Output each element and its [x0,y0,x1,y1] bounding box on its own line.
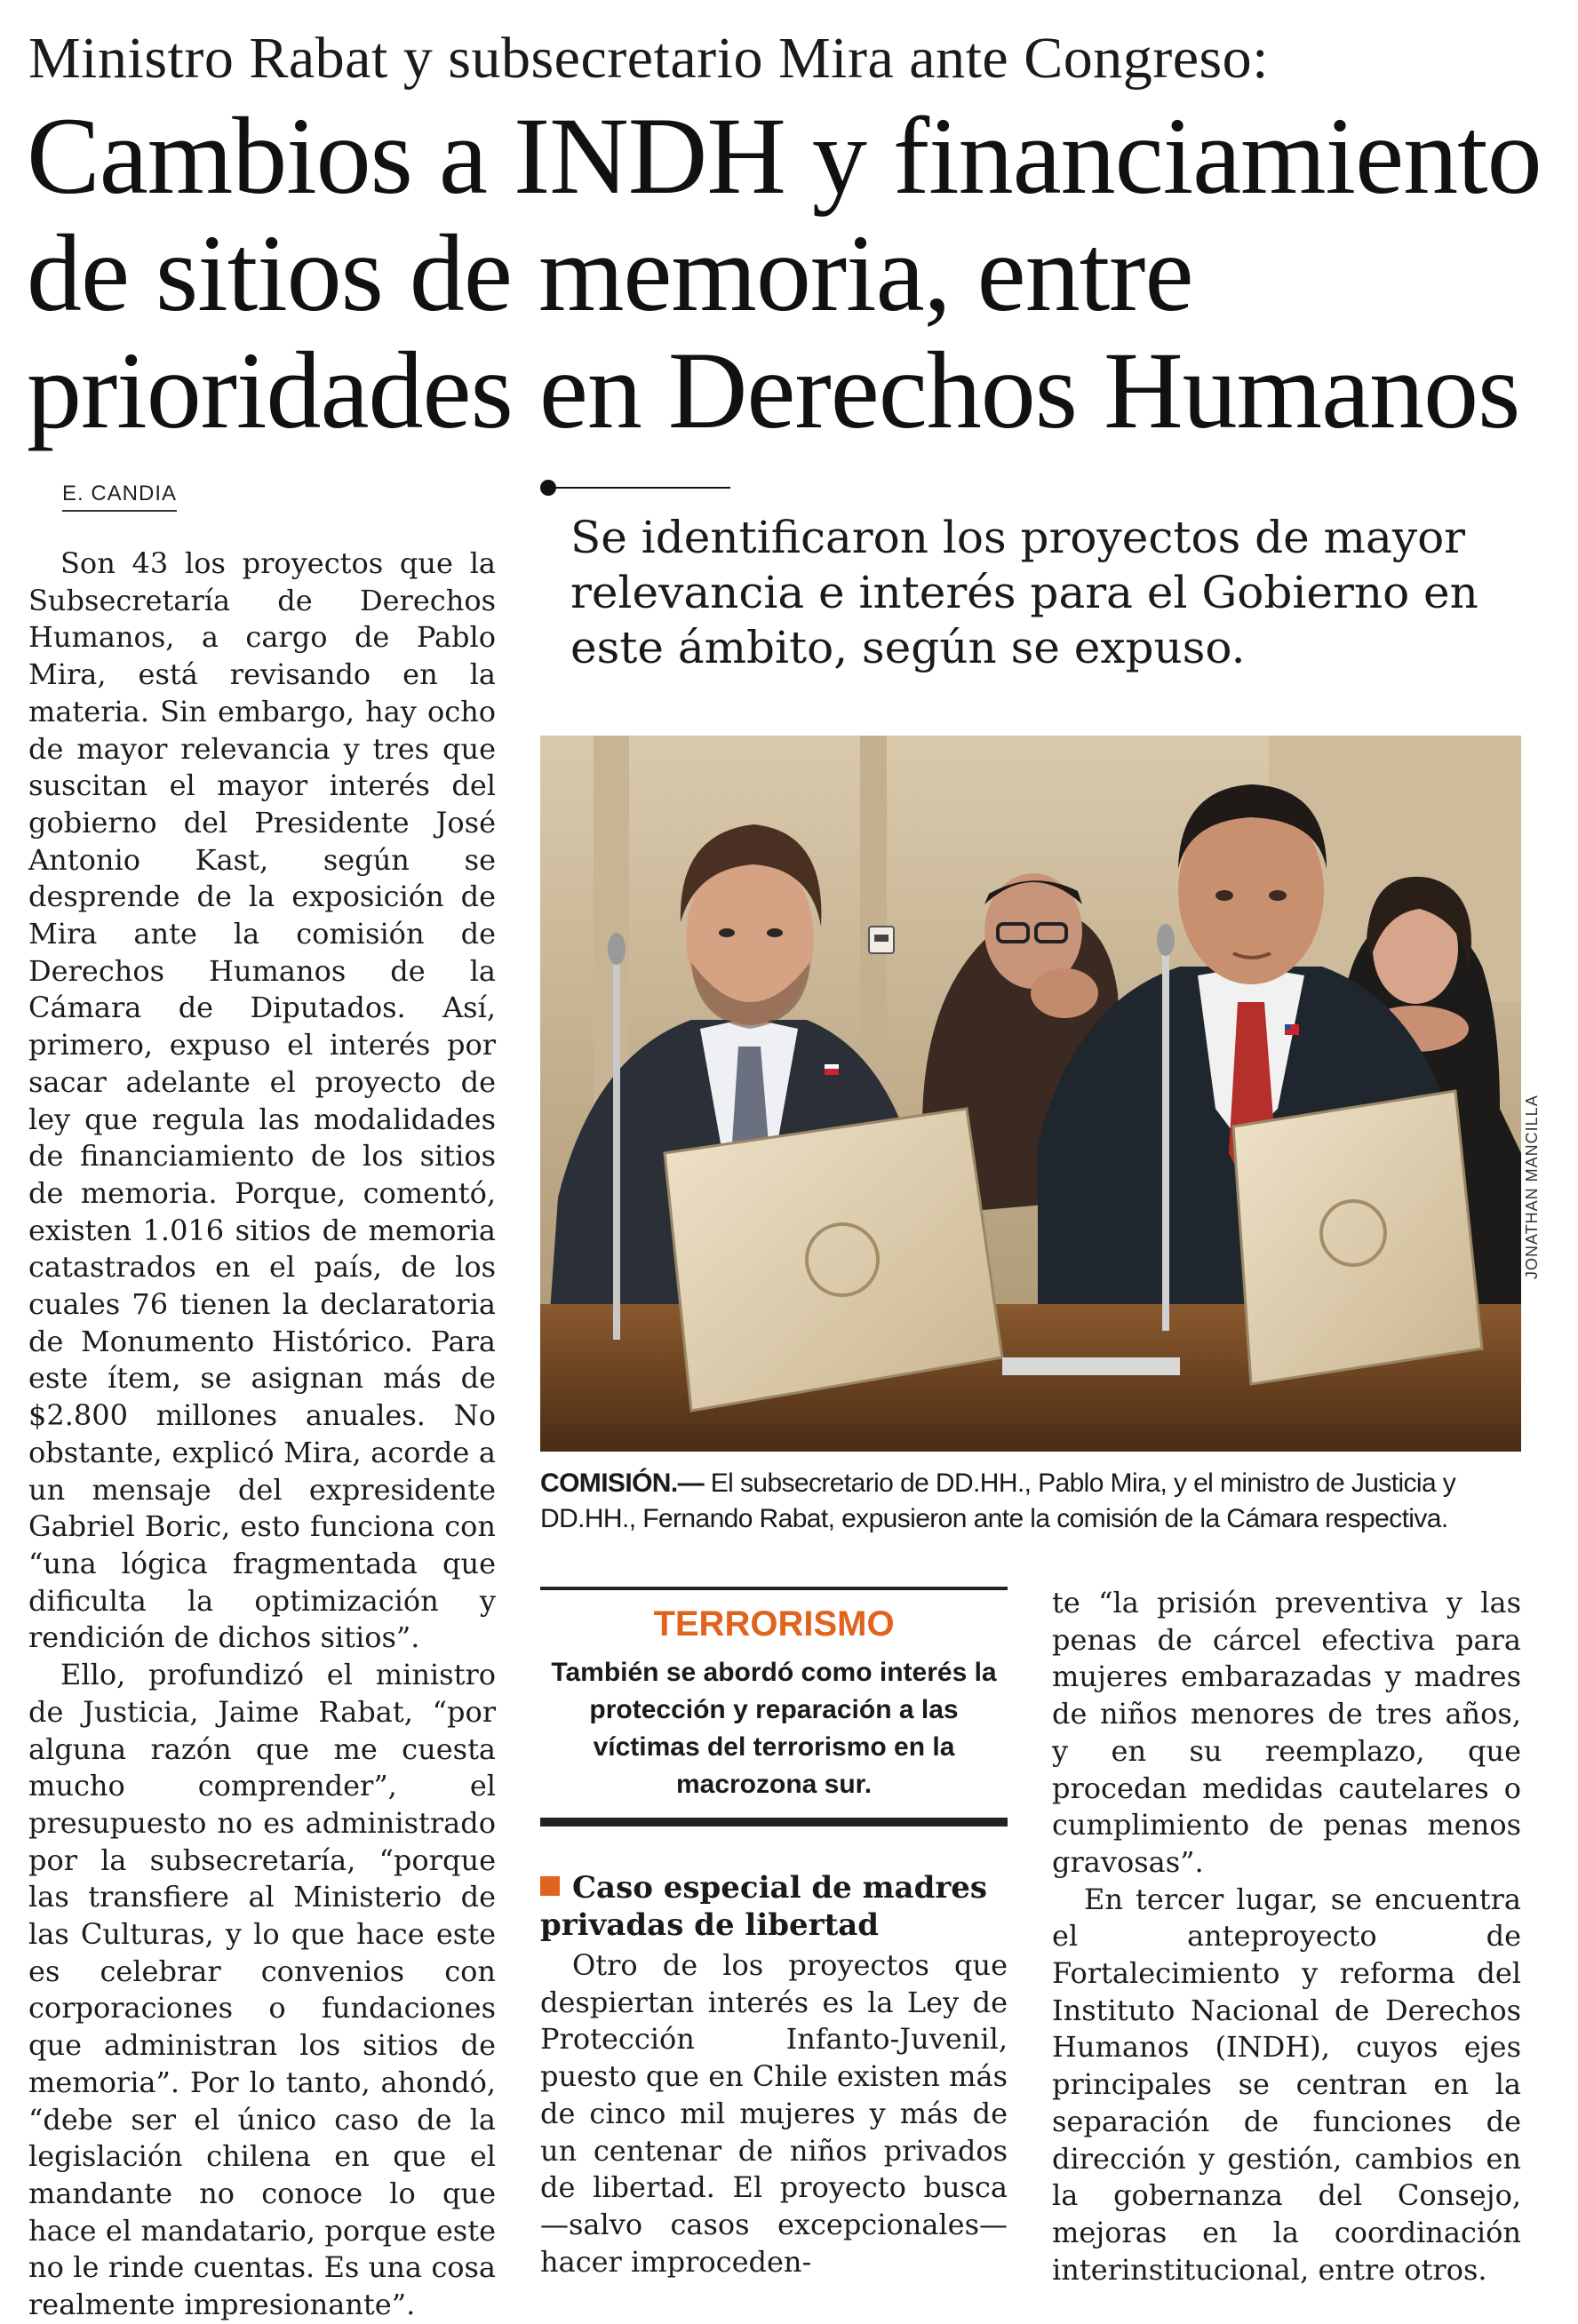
news-photo [540,736,1521,1452]
paragraph: Ello, profundizó el ministro de Justicia, Jaime Rabat, “por alguna razón que me cuesta mucho comprender”, el presupuesto no es administrado por la subsecretaría, “porque las transfiere al Ministerio de las Culturas, y lo que hace este es celebrar convenios con corporaciones o fundaciones que administran los sitios de memoria”. Por lo tanto, ahondó, “debe ser el único caso de la legislación chilena en que el mandante no conoce lo que hace el mandatario, porque este no le rinde cuentas. Es una cosa realmente impresionante”. [28,1658,496,2322]
orange-square-icon [540,1876,560,1896]
deck-rule-line [556,487,730,489]
deck: Se identificaron los proyectos de mayor relevancia e interés para el Gobierno en este ámbito, según se expuso. [570,512,1478,673]
photo-caption [540,1466,1526,1537]
headline-line: de sitios de memoria, entre [27,212,1193,334]
headline-line: prioridades en Derechos Humanos [27,330,1520,451]
sidebar-title: TERRORISMO [653,1604,895,1644]
caption-label: COMISIÓN.— [540,1468,705,1498]
headline [27,95,1564,451]
deck-rule-dot [540,480,556,496]
paragraph: Son 43 los proyectos que la Subsecretaría de Derechos Humanos, a cargo de Pablo Mira, está revisando en la materia. Sin embargo, hay ocho de mayor relevancia y tres que suscitan el mayor interés del gobierno del Presidente José Antonio Kast, según se desprende de la exposición de Mira ante la comisión de Derechos Humanos de la Cámara de Diputados. Así, primero, expuso el interés por sacar adelante el proyecto de ley que regula las modalidades de financiamiento de los sitios de memoria. Porque, comentó, existen 1.016 sitios de memoria catastrados en el país, de los cuales 76 tienen la declaratoria de Monumento Histórico. Para este ítem, se asignan más de $2.800 millones anuales. No obstante, explicó Mira, acorde a un mensaje del expresidente Gabriel Boric, esto funciona con “una lógica fragmentada que dificulta la optimización y rendición de dichos sitios”. [28,546,496,1655]
subhead-text: Caso especial de madres privadas de libertad [540,1870,988,1943]
article-column-1 [28,545,496,2324]
byline: E. CANDIA [62,482,177,512]
sidebar-top-rule [540,1587,1008,1590]
paragraph: En tercer lugar, se encuentra el anteproyecto de Fortalecimiento y reforma del Instituto Nacional de Derechos Humanos (INDH), cuyos ejes principales se centran en la separación de funciones de dirección y gestión, cambios en la gobernanza del Consejo, mejoras en la coordinación interinstitucional, entre otros. [1052,1882,1521,2287]
paragraph: te “la prisión preventiva y las penas de cárcel efectiva para mujeres embarazadas y madres de niños menores de tres años, y en su reemplazo, que procedan medidas cautelares o cumplimiento de penas menos gravosas”. [1052,1586,1521,1879]
kicker: Ministro Rabat y subsecretario Mira ante Congreso: [28,26,1270,91]
sidebar-bottom-rule [540,1818,1008,1827]
sidebar-text: También se abordó como interés la protección y reparación a las víctimas del terrorismo en la macrozona sur. [551,1658,997,1799]
headline-line: Cambios a INDH y financiamiento [27,95,1542,217]
photo-illustration [540,736,1521,1452]
section-subhead [540,1869,1008,1944]
article-column-2 [540,1947,1008,2280]
article-column-3 [1052,1585,1521,2288]
photo-credit: JONATHAN MANCILLA [1523,1094,1541,1279]
paragraph: Otro de los proyectos que despiertan interés es la Ley de Protección Infanto-Juvenil, puesto que en Chile existen más de cinco mil mujeres y más de un centenar de niños privados de libertad. El proyecto busca —salvo casos excepcionales— hacer improceden- [540,1948,1008,2279]
caption-text: El subsecretario de DD.HH., Pablo Mira, y el ministro de Justicia y DD.HH., Fernando Rabat, expusieron ante la comisión de la Cámara respectiva. [540,1468,1456,1533]
